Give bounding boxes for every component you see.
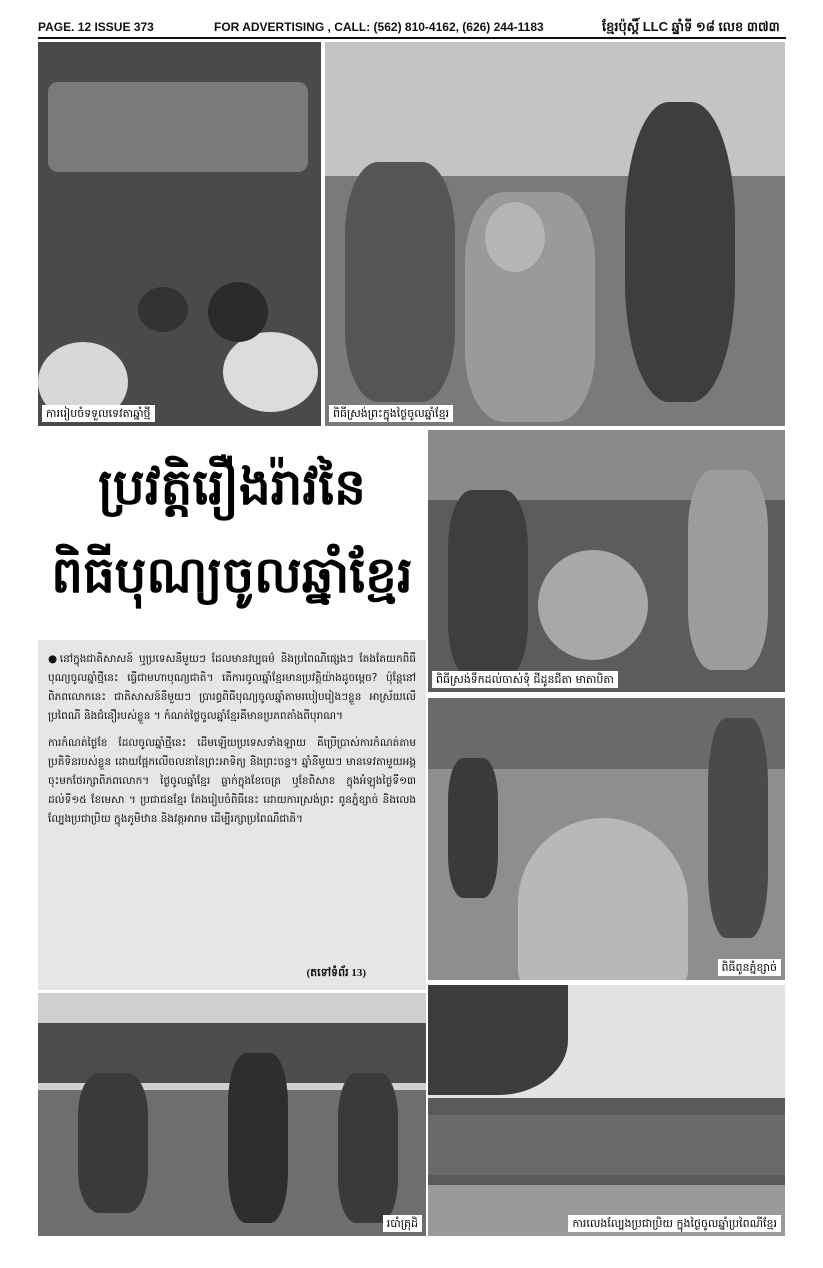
photo-altar-offering [38, 42, 321, 426]
photo-trot-dance [38, 993, 426, 1236]
photo-water-blessing-elders [428, 430, 785, 692]
photo-bathing-buddha [325, 42, 785, 426]
photo-caption: ការលេងល្បែងប្រជាប្រិយ ក្នុងថ្ងៃចូលឆ្នាំប្រពៃណីខ្មែរ [568, 1215, 781, 1232]
photo-caption: ពិធីពូនភ្នំខ្សាច់ [718, 959, 781, 976]
photo-caption: ការរៀបចំទទួលទេវតាឆ្នាំថ្មី [42, 405, 155, 422]
photo-caption: របាំត្រុដិ [383, 1215, 422, 1232]
photo-sand-mound [428, 698, 785, 980]
photo-caption: ពិធីស្រង់ទឹកដល់ចាស់ទុំ ជីដូនជីតា មាតាបិតា [432, 671, 618, 688]
header-rule [38, 37, 786, 39]
photo-folk-games-crowd [428, 985, 785, 1236]
continued-note: (តទៅទំព័រ 13) [306, 967, 366, 979]
article-title-line-1: ប្រវត្តិរឿងរ៉ាវនៃ [98, 458, 366, 516]
article-title [38, 430, 426, 640]
publication-masthead: ខ្មែរប៉ុស្តិ៍ LLC ឆ្នាំទី ១៨ លេខ ៣៧៣ [602, 19, 780, 34]
photo-caption: ពិធីស្រង់ព្រះក្នុងថ្ងៃចូលឆ្នាំខ្មែរ [329, 405, 453, 422]
article-title-line-2: ពិធីបុណ្យចូលឆ្នាំខ្មែរ [51, 546, 413, 604]
advertising-contact: FOR ADVERTISING , CALL: (562) 810-4162, (626) 244-1183 [214, 20, 544, 34]
page-issue-label: PAGE. 12 ISSUE 373 [38, 20, 154, 34]
article-paragraph-2: ការកំណត់ថ្ងៃខែ ដែលចូលឆ្នាំថ្មីនេះ ដើមឡើយប្រទេសទាំងឡាយ គឺប្រើប្រាស់ការកំណត់តាមប្រតិទិនរបស់ខ្លួន ដោយផ្អែកលើចលនានៃព្រះអាទិត្យ និងព្រះចន្ទ។ ឆ្នាំនីមួយៗ មានទេវតាមួយអង្គ ចុះមកថែរក្សាពិភពលោក។ ថ្ងៃចូលឆ្នាំខ្មែរ ធ្លាក់ក្នុងខែចេត្រ ឬខែពិសាខ ក្នុងអំឡុងថ្ងៃទី១៣ ដល់ទី១៥ ខែមេសា ។ ប្រជាជនខ្មែរ តែងរៀបចំពិធីនេះ ដោយការស្រង់ព្រះ ពូនភ្នំខ្សាច់ និងលេងល្បែងប្រជាប្រិយ ក្នុងភូមិឋាន និងវត្តអារាម ដើម្បីរក្សាប្រពៃណីជាតិ។ [48, 737, 416, 825]
article-paragraph-1: ●នៅក្នុងជាតិសាសន៍ ឬប្រទេសនីមួយៗ ដែលមានវប្បធម៌ និងប្រពៃណីផ្សេងៗ តែងតែយកពិធីបុណ្យចូលឆ្នាំថ្មីនេះ ធ្វើជាមហាបុណ្យជាតិ។ តើការចូលឆ្នាំខ្មែរមានប្រវត្តិយ៉ាងដូចម្ដេច? ប៉ុន្តែនៅពិភពលោកនេះ ជាតិសាសន៍នីមួយៗ ប្រារព្ធពិធីបុណ្យចូលឆ្នាំតាមរបៀបរៀងៗខ្លួន អាស្រ័យលើប្រពៃណី និងជំនឿរបស់ខ្លួន ។ កំណត់ថ្ងៃចូលឆ្នាំខ្មែរគឺមានប្រភពតាំងពីបុរាណ។ [48, 653, 416, 722]
article-body [38, 640, 426, 990]
